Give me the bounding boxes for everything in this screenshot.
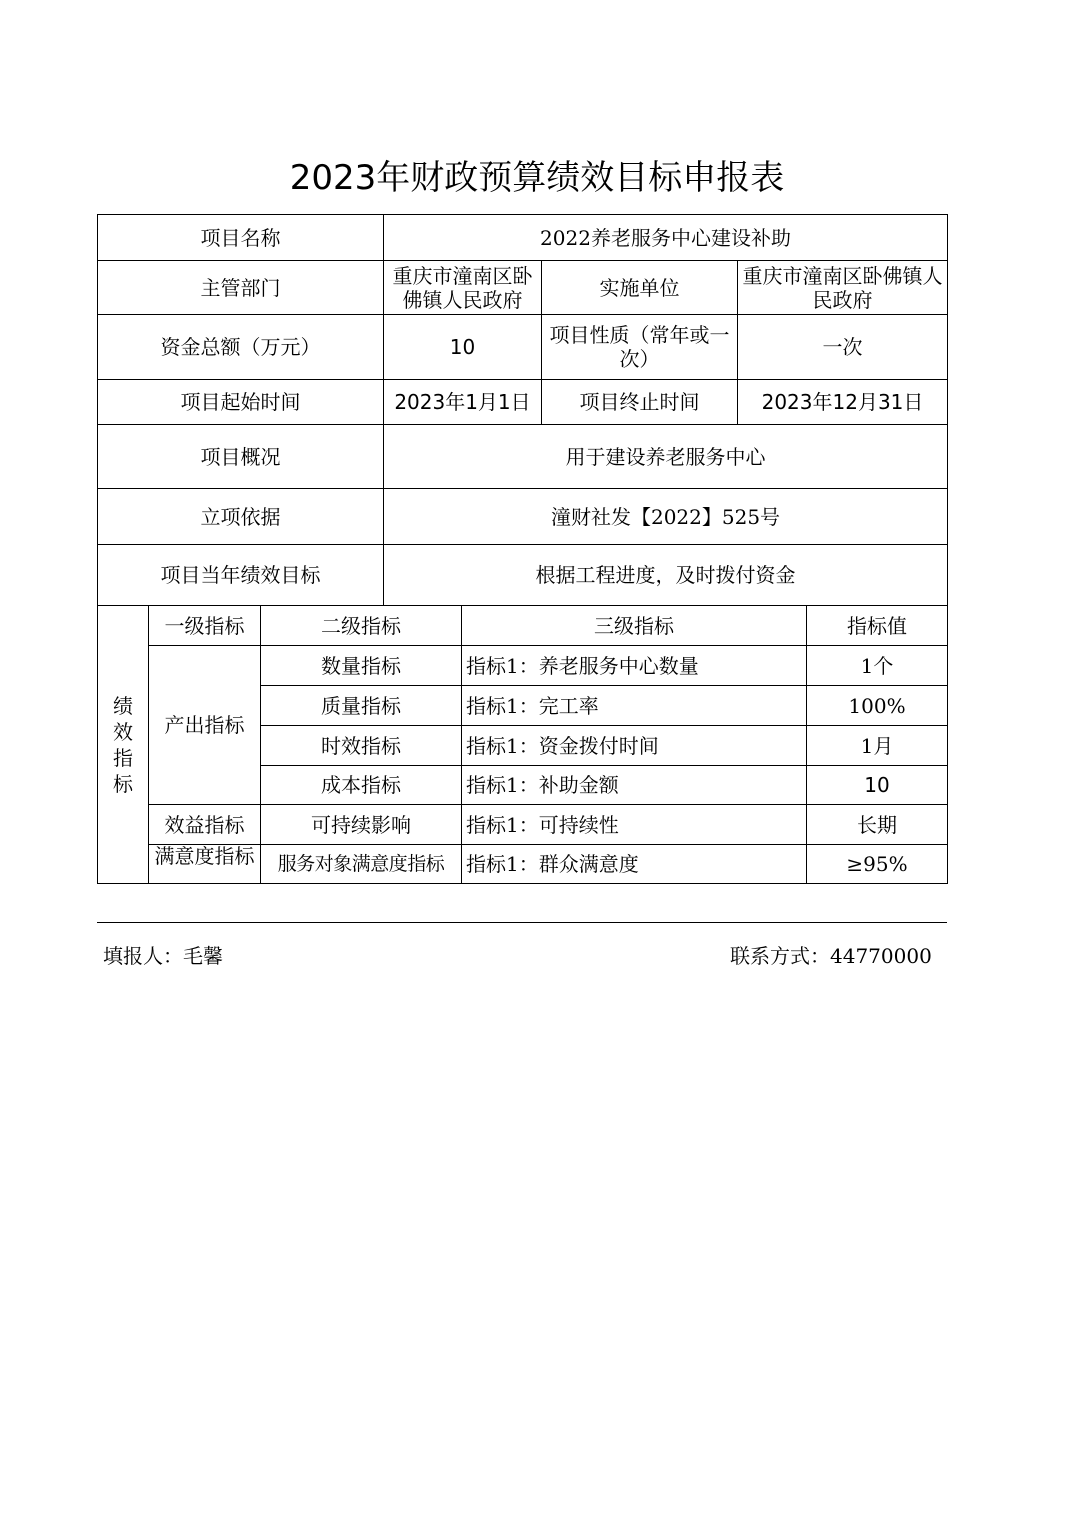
satisfaction-indicator-label: 满意度指标 — [154, 845, 255, 868]
start-label: 项目起始时间 — [98, 380, 384, 425]
table-row-value: 1个 — [807, 646, 948, 686]
header-level3: 三级指标 — [462, 606, 807, 646]
impl-value: 重庆市潼南区卧佛镇人民政府 — [738, 261, 948, 315]
basis-label: 立项依据 — [98, 489, 384, 545]
table-row-level3: 指标1：完工率 — [462, 686, 807, 726]
perf-side-label — [98, 606, 149, 884]
table-row-value: 100% — [807, 686, 948, 726]
perf-side-text: 绩效指标 — [113, 693, 133, 796]
table-row-level3: 指标1：资金拨付时间 — [462, 726, 807, 766]
table-row-level3: 指标1：养老服务中心数量 — [462, 646, 807, 686]
dept-value: 重庆市潼南区卧佛镇人民政府 — [384, 261, 542, 315]
nature-label: 项目性质（常年或一次） — [542, 315, 738, 380]
benefit-indicator-label: 效益指标 — [149, 805, 261, 845]
fund-label: 资金总额（万元） — [98, 315, 384, 380]
filler-info: 填报人：毛馨 — [103, 944, 223, 968]
project-info-table — [97, 214, 948, 606]
basis-value: 潼财社发【2022】525号 — [384, 489, 948, 545]
header-level2: 二级指标 — [261, 606, 462, 646]
table-row-value: 1月 — [807, 726, 948, 766]
end-label: 项目终止时间 — [542, 380, 738, 425]
goal-value: 根据工程进度，及时拨付资金 — [384, 545, 948, 606]
output-indicator-label: 产出指标 — [149, 646, 261, 805]
table-row-value: ≥95% — [807, 845, 948, 884]
table-row-level3: 指标1：可持续性 — [462, 805, 807, 845]
contact-info: 联系方式：44770000 — [730, 944, 932, 968]
project-name-label: 项目名称 — [98, 215, 384, 261]
project-name-value: 2022养老服务中心建设补助 — [384, 215, 948, 261]
table-row-level2: 质量指标 — [261, 686, 462, 726]
fund-value: 10 — [384, 315, 542, 380]
table-row-level3: 指标1：群众满意度 — [462, 845, 807, 884]
overview-label: 项目概况 — [98, 425, 384, 489]
end-value: 2023年12月31日 — [738, 380, 948, 425]
table-row-level2: 可持续影响 — [261, 805, 462, 845]
page-title: 2023年财政预算绩效目标申报表 — [289, 158, 785, 198]
dept-label: 主管部门 — [98, 261, 384, 315]
header-level1: 一级指标 — [149, 606, 261, 646]
footer-divider — [97, 922, 947, 923]
table-row-level3: 指标1：补助金额 — [462, 766, 807, 805]
table-row-level2: 成本指标 — [261, 766, 462, 805]
goal-label: 项目当年绩效目标 — [98, 545, 384, 606]
table-row-value: 长期 — [807, 805, 948, 845]
table-row-level2: 服务对象满意度指标 — [261, 845, 462, 884]
satisfaction-indicator-cell — [149, 845, 261, 884]
table-row-value: 10 — [807, 766, 948, 805]
start-value: 2023年1月1日 — [384, 380, 542, 425]
table-row-level2: 时效指标 — [261, 726, 462, 766]
nature-value: 一次 — [738, 315, 948, 380]
overview-value: 用于建设养老服务中心 — [384, 425, 948, 489]
performance-indicator-table — [97, 605, 948, 884]
header-value: 指标值 — [807, 606, 948, 646]
impl-label: 实施单位 — [542, 261, 738, 315]
table-row-level2: 数量指标 — [261, 646, 462, 686]
